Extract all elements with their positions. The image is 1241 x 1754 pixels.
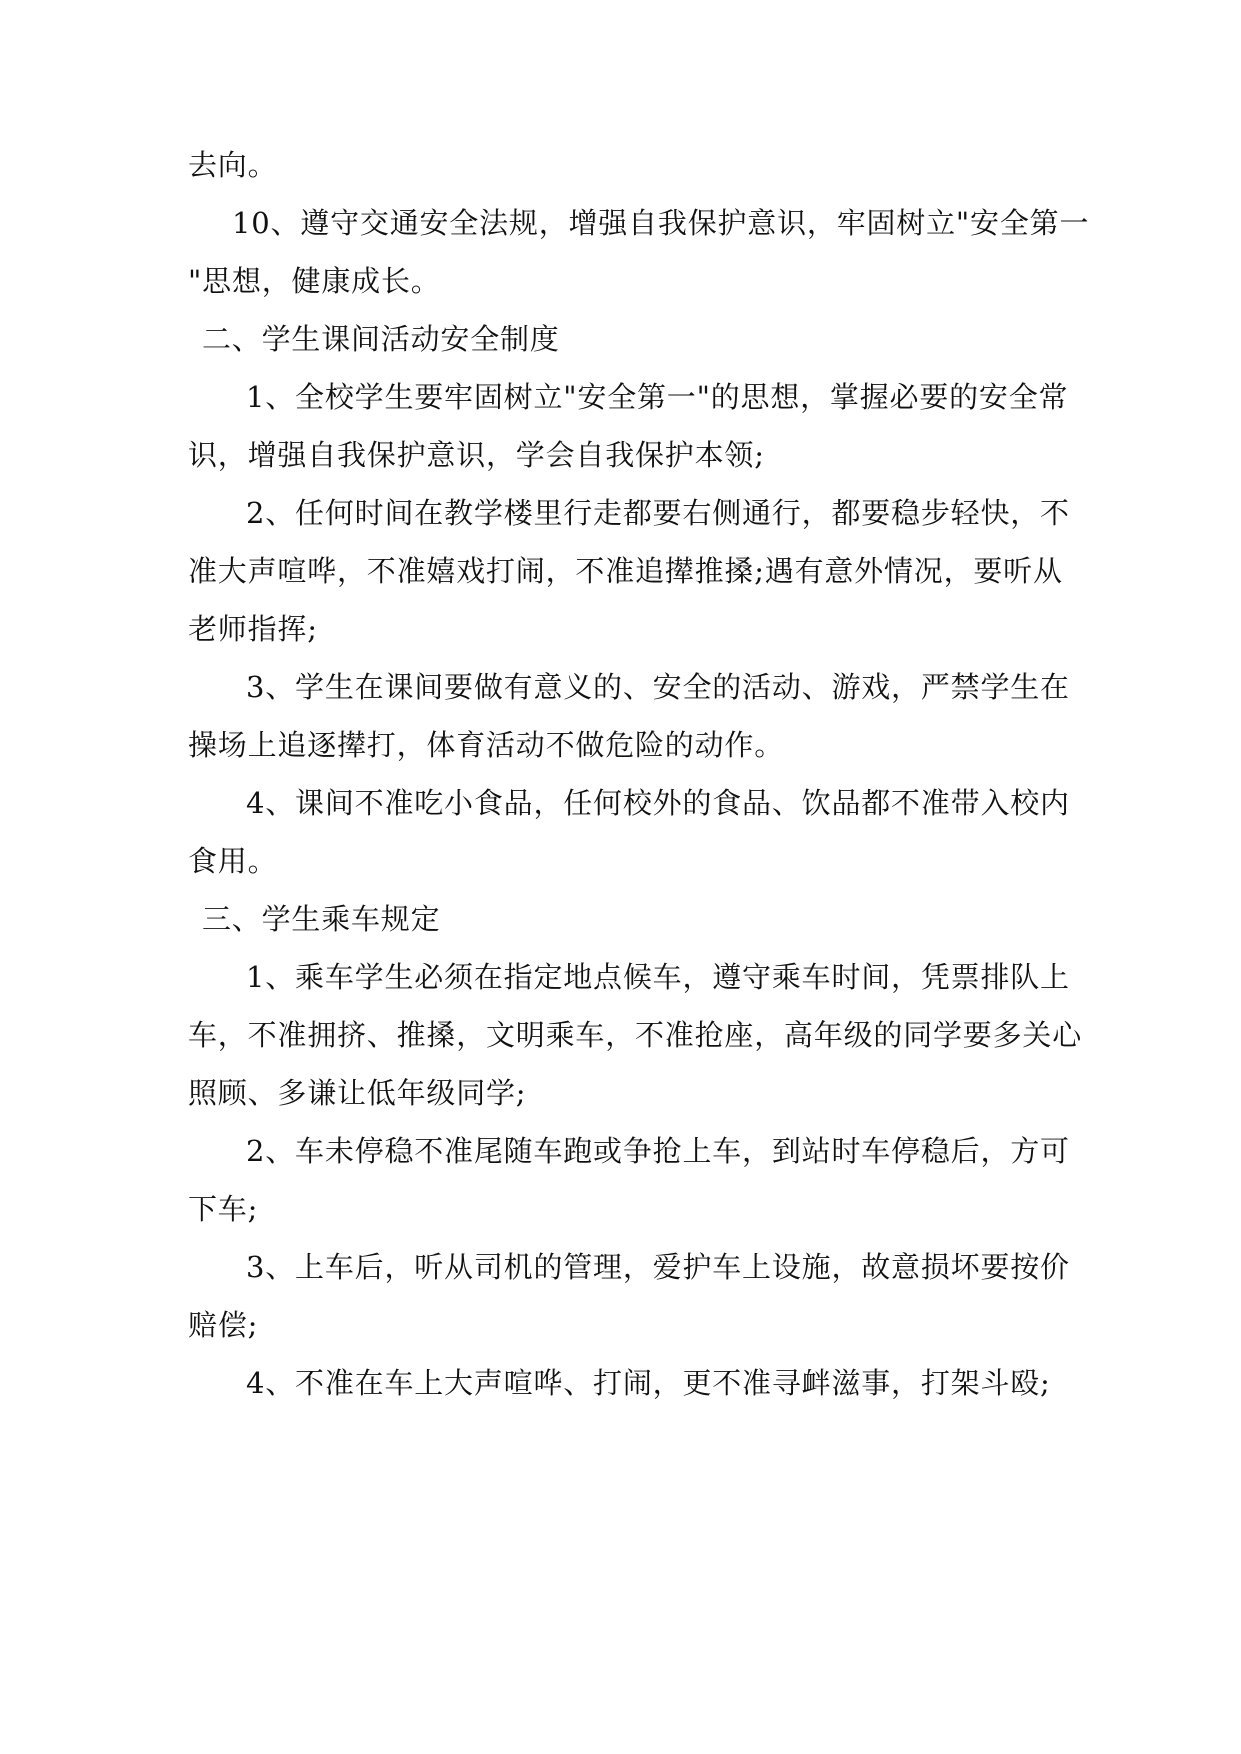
text-line: 赔偿; bbox=[188, 1308, 259, 1342]
list-item-3: 3、学生在课间要做有意义的、安全的活动、游戏，严禁学生在 bbox=[246, 670, 1070, 704]
list-item-2: 2、任何时间在教学楼里行走都要右侧通行，都要稳步轻快，不 bbox=[246, 496, 1070, 530]
text-line: 下车; bbox=[188, 1192, 259, 1226]
section-heading: 二、学生课间活动安全制度 bbox=[202, 322, 560, 356]
text-line: 去向。 bbox=[188, 148, 278, 182]
text-line: 操场上追逐撵打，体育活动不做危险的动作。 bbox=[188, 728, 785, 762]
list-item-4: 4、不准在车上大声喧哗、打闹，更不准寻衅滋事，打架斗殴; bbox=[246, 1366, 1051, 1400]
text-line: 识，增强自我保护意识，学会自我保护本领; bbox=[188, 438, 765, 472]
text-line: 照顾、多谦让低年级同学; bbox=[188, 1076, 527, 1110]
section-heading: 三、学生乘车规定 bbox=[202, 902, 441, 936]
list-item-3: 3、上车后，听从司机的管理，爱护车上设施，故意损坏要按价 bbox=[246, 1250, 1070, 1284]
text-line: 食用。 bbox=[188, 844, 278, 878]
text-line: 车，不准拥挤、推搡，文明乘车，不准抢座，高年级的同学要多关心 bbox=[188, 1018, 1083, 1052]
list-item-1: 1、乘车学生必须在指定地点候车，遵守乘车时间，凭票排队上 bbox=[246, 960, 1070, 994]
list-item-4: 4、课间不准吃小食品，任何校外的食品、饮品都不准带入校内 bbox=[246, 786, 1070, 820]
text-line: 老师指挥; bbox=[188, 612, 318, 646]
text-line: "思想，健康成长。 bbox=[188, 264, 441, 298]
list-item-1: 1、全校学生要牢固树立"安全第一"的思想，掌握必要的安全常 bbox=[246, 380, 1069, 414]
list-item-2: 2、车未停稳不准尾随车跑或争抢上车，到站时车停稳后，方可 bbox=[246, 1134, 1070, 1168]
list-item-10: 10、遵守交通安全法规，增强自我保护意识，牢固树立"安全第一 bbox=[232, 206, 1090, 240]
text-line: 准大声喧哗，不准嬉戏打闹，不准追撵推搡;遇有意外情况，要听从 bbox=[188, 554, 1063, 588]
